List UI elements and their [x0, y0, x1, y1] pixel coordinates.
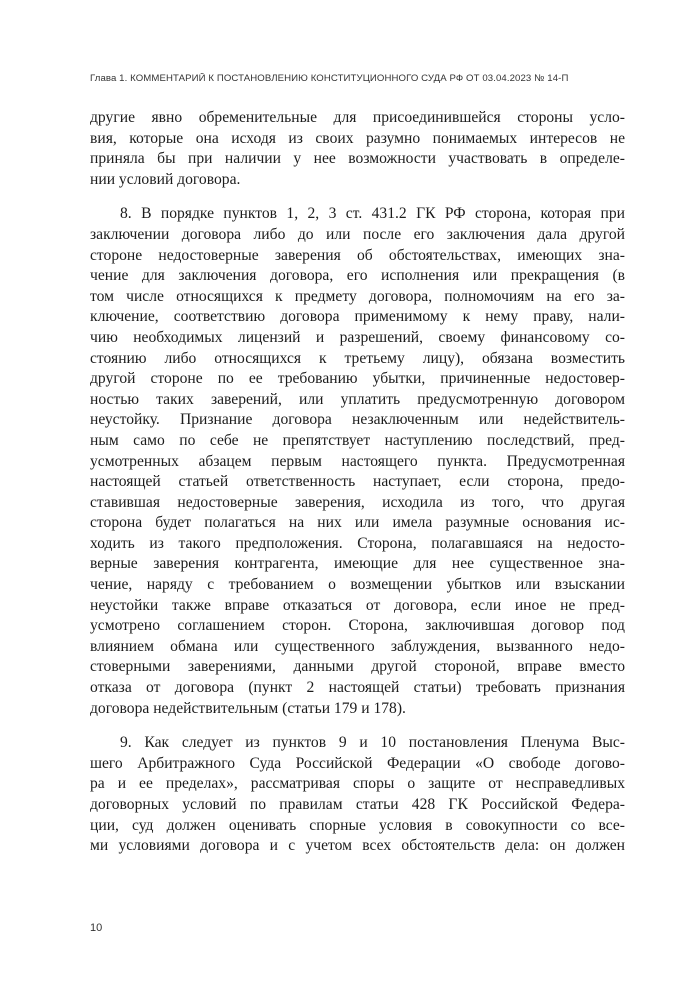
- running-head: Глава 1. КОММЕНТАРИЙ К ПОСТАНОВЛЕНИЮ КОНСТИТУЦИОННОГО СУДА РФ ОТ 03.04.2023 № 14-П: [90, 73, 569, 84]
- text-line: ходить из такого предположения. Сторона, полагавшаяся на недосто-: [90, 534, 625, 552]
- text-line: стоверными заверениями, данными другой стороной, вправе вместо: [90, 658, 625, 676]
- text-line: чение для заключения договора, его исполнения или прекращения (в: [90, 267, 625, 285]
- paragraph-8: [90, 204, 625, 719]
- text-line: сторона будет полагаться на них или имела разумные основания ис-: [90, 514, 625, 532]
- paragraph-9: [90, 733, 625, 857]
- text-line: ми условиями договора и с учетом всех обстоятельств дела: он должен: [90, 837, 625, 855]
- text-line: усмотрено соглашением сторон. Сторона, заключившая договор под: [90, 617, 625, 635]
- text-line: 9. Как следует из пунктов 9 и 10 постановления Пленума Выс-: [120, 734, 625, 752]
- text-line: влиянием обмана или существенного заблуждения, вызванного недо-: [90, 637, 625, 655]
- text-line: шего Арбитражного Суда Российской Федерации «О свободе догово-: [90, 754, 625, 772]
- text-line: договора недействительным (статьи 179 и 178).: [90, 699, 406, 717]
- text-line: неустойку. Признание договора незаключенным или недействитель-: [90, 411, 625, 429]
- text-line: неустойки также вправе отказаться от договора, если иное не пред-: [90, 596, 625, 614]
- text-line: верные заверения контрагента, имеющие для нее существенное зна-: [90, 555, 625, 573]
- text-line: нии условий договора.: [90, 170, 241, 188]
- text-line: чию необходимых лицензий и разрешений, своему финансовому со-: [90, 328, 625, 346]
- text-line: другие явно обременительные для присоединившейся стороны усло-: [90, 109, 625, 126]
- text-line: вия, которые она исходя из своих разумно понимаемых интересов не: [90, 129, 625, 147]
- text-line: другой стороне по ее требованию убытки, причиненные недостовер-: [90, 370, 625, 388]
- text-line: ра и ее пределах», рассматривая споры о защите от несправедливых: [90, 775, 625, 793]
- text-line: том числе относящихся к предмету договора, полномочиям на его за-: [90, 287, 625, 305]
- paragraph-continuation: [90, 108, 625, 190]
- text-line: ции, суд должен оценивать спорные условия в совокупности со все-: [90, 816, 625, 834]
- text-line: договорных условий по правилам статьи 428 ГК Российской Федера-: [90, 796, 625, 813]
- text-line: чение, наряду с требованием о возмещении убытков или взыскании: [90, 576, 625, 594]
- text-line: стороне недостоверные заверения об обстоятельствах, имеющих зна-: [90, 246, 625, 264]
- text-line: отказа от договора (пункт 2 настоящей статьи) требовать признания: [90, 679, 625, 697]
- text-line: ставившая недостоверные заверения, исходила из того, что другая: [90, 493, 625, 511]
- text-line: заключении договора либо до или после его заключения дала другой: [90, 225, 625, 243]
- page-number: 10: [90, 922, 103, 934]
- text-line: ностью таких заверений, или уплатить предусмотренную договором: [90, 390, 625, 408]
- text-line: 8. В порядке пунктов 1, 2, 3 ст. 431.2 ГК РФ сторона, которая при: [120, 205, 625, 223]
- text-line: приняла бы при наличии у нее возможности участвовать в определе-: [90, 150, 625, 168]
- text-line: настоящей статьей ответственность наступает, если сторона, предо-: [90, 473, 625, 491]
- text-line: усмотренных абзацем первым настоящего пункта. Предусмотренная: [90, 452, 625, 470]
- text-line: стоянию либо относящихся к третьему лицу), обязана возместить: [90, 349, 625, 367]
- text-line: ным само по себе не препятствует наступлению последствий, пред-: [90, 431, 625, 449]
- text-line: ключение, соответствию договора применимому к нему праву, нали-: [90, 308, 625, 326]
- page-body: [90, 108, 625, 857]
